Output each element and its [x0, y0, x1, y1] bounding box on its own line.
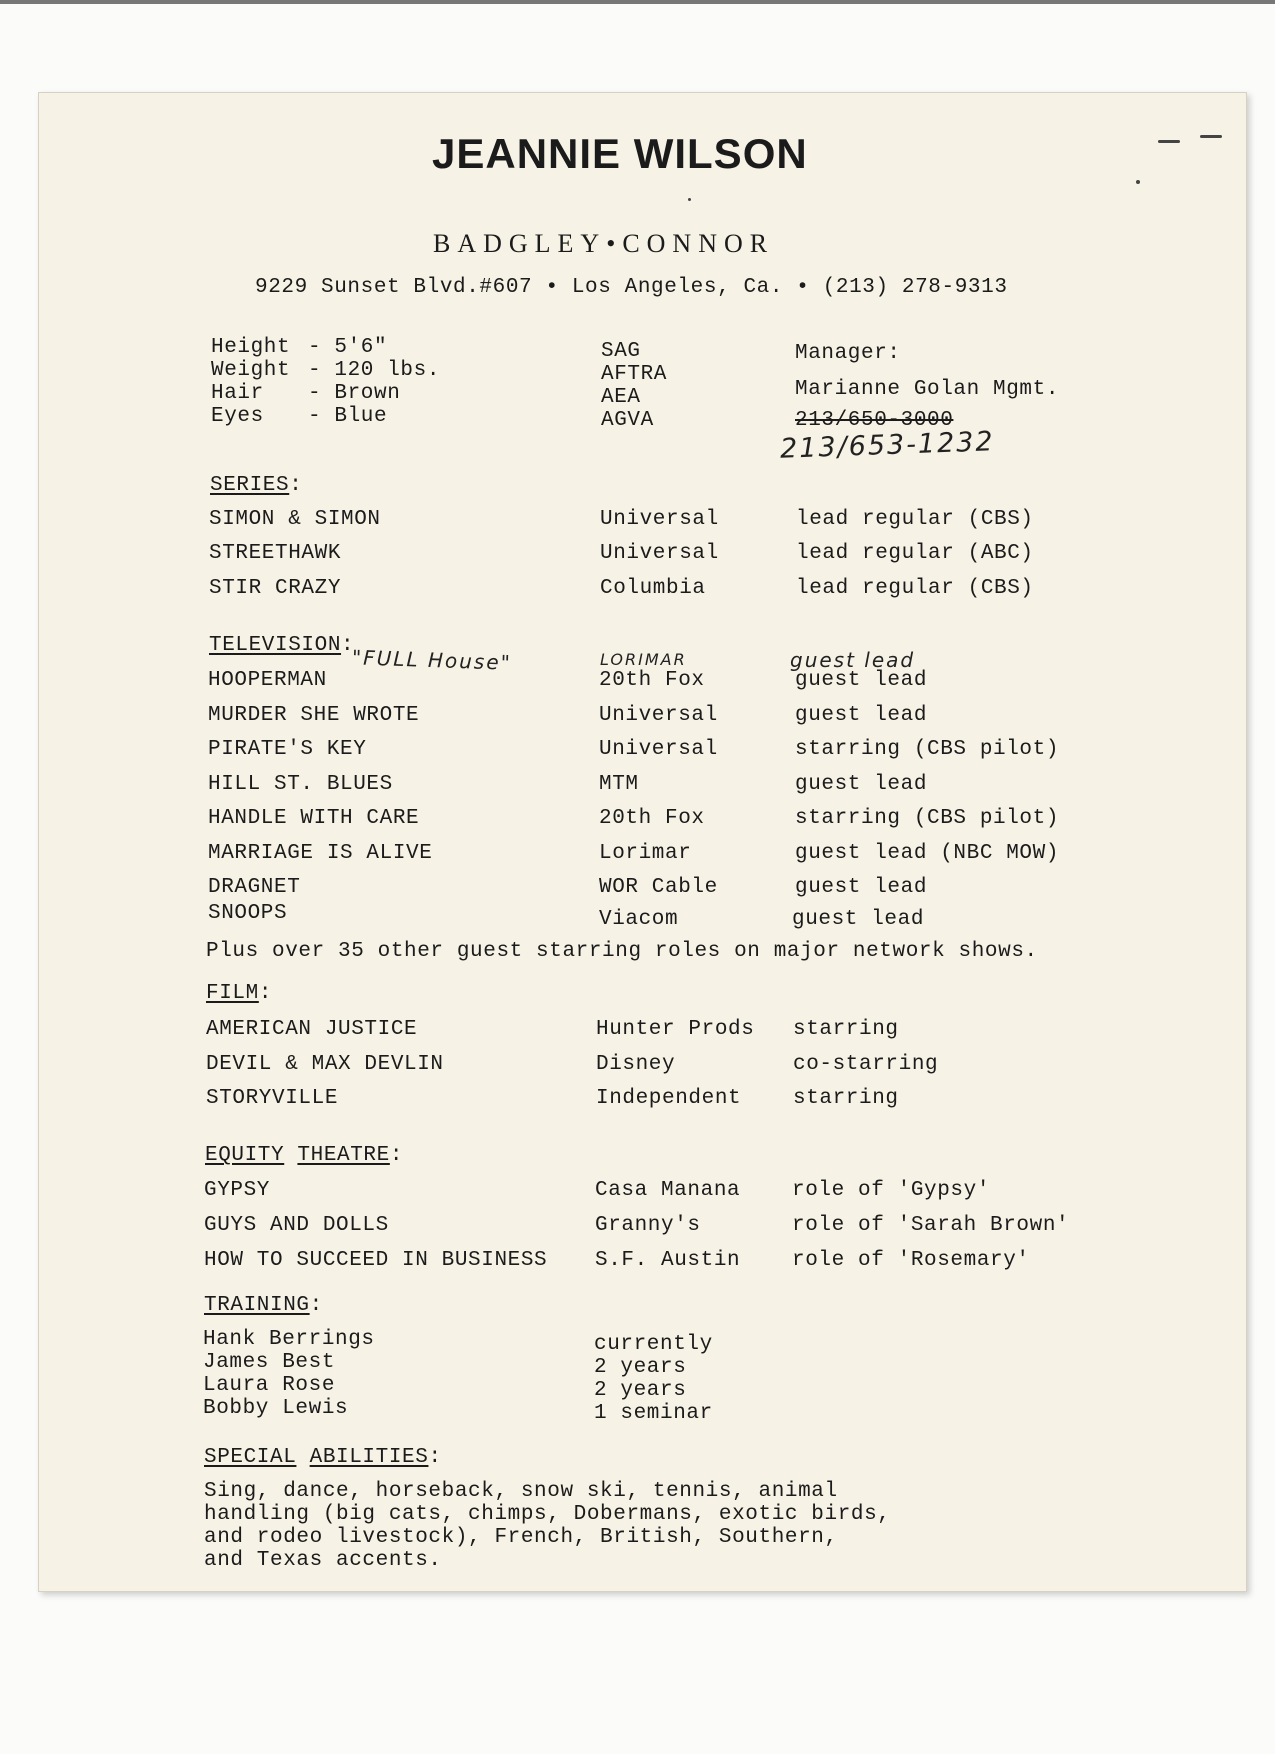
training-teachers: Hank Berrings James Best Laura Rose Bobby Lewis	[203, 1328, 375, 1420]
special-abilities-text: Sing, dance, horseback, snow ski, tennis, animal handling (big cats, chimps, Dobermans, exotic birds, and rodeo livestock), French, British, Southern, and Texas accents.	[204, 1480, 891, 1572]
series-heading: SERIES:	[210, 474, 303, 497]
manager-heading: Manager:	[795, 342, 901, 365]
television-note: Plus over 35 other guest starring roles on major network shows.	[206, 940, 1038, 963]
actor-name: JEANNIE WILSON	[432, 130, 808, 177]
union-list: SAG AFTRA AEA AGVA	[601, 340, 668, 432]
theatre-heading: EQUITY THEATRE:	[205, 1144, 404, 1167]
special-abilities-heading: SPECIAL ABILITIES:	[204, 1446, 442, 1469]
scan-mark	[1136, 180, 1140, 184]
agency-name: BADGLEY•CONNOR	[433, 229, 775, 258]
physical-stats: Height - 5'6" Weight - 120 lbs. Hair - Brown Eyes - Blue	[211, 336, 441, 428]
handwritten-title: "FULL House"	[351, 645, 513, 675]
scan-top-edge	[0, 0, 1275, 4]
manager-new-phone-handwritten: 213/653-1232	[779, 426, 996, 465]
handwritten-studio: LORIMAR	[600, 650, 687, 669]
handwritten-role: guest lead	[790, 648, 916, 672]
scan-mark	[1200, 135, 1222, 138]
agency-address: 9229 Sunset Blvd.#607 • Los Angeles, Ca. • (213) 278-9313	[255, 276, 1008, 299]
television-heading: TELEVISION:	[209, 634, 355, 657]
training-durations: currently 2 years 2 years 1 seminar	[594, 1333, 713, 1425]
scan-mark	[1158, 140, 1180, 143]
film-heading: FILM:	[206, 982, 273, 1005]
training-heading: TRAINING:	[204, 1294, 323, 1317]
scan-mark	[688, 198, 691, 201]
manager-name: Marianne Golan Mgmt.	[795, 378, 1060, 401]
manager-old-phone: 213/650-3000	[795, 409, 954, 432]
